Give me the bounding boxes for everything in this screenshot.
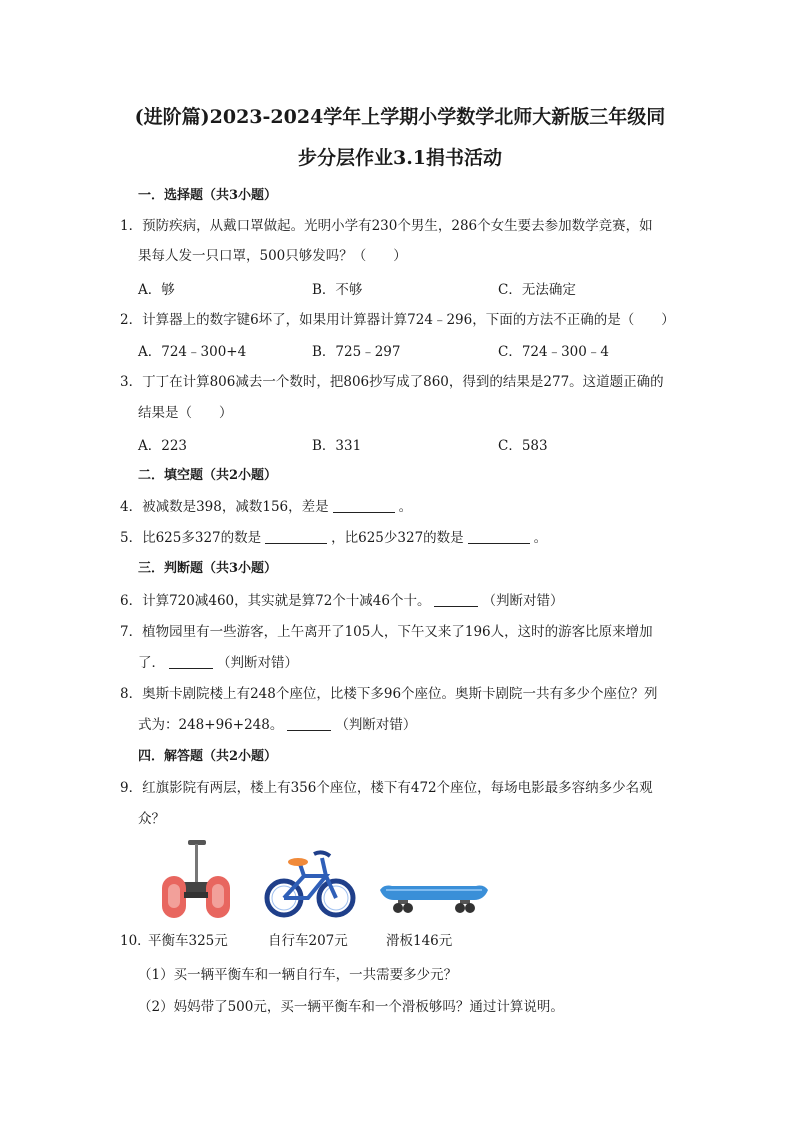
q6 [120,591,563,611]
q3-line1: 3．丁丁在计算806减去一个数时，把806抄写成了860，得到的结果是277。这道题正确的 [120,374,664,390]
q4 [120,497,412,517]
section-judge: 三．判断题（共3小题） [138,561,278,576]
q7-answer-blank[interactable] [169,654,213,669]
q4-end: 。 [398,499,413,515]
q1-line1: 1．预防疾病，从戴口罩做起。光明小学有230个男生，286个女生要去参加数学竞赛，如 [120,218,653,234]
q5-end: 。 [533,530,548,546]
q3-line2: 结果是（ ） [138,405,233,421]
q5-answer-blank-1[interactable] [265,529,327,544]
q9-line1: 9．红旗影院有两层，楼上有356个座位，楼下有472个座位，每场电影最多容纳多少名观 [120,780,653,796]
q1-line2: 果每人发一只口罩，500只够发吗？（ ） [138,248,407,264]
section-answer: 四．解答题（共2小题） [138,749,278,764]
q5-text-mid: ，比625少327的数是 [331,530,464,546]
q8-text: 式为：248+96+248。 [138,717,284,733]
q10-caption-bike: 自行车207元 [268,933,348,949]
q5-text: 5．比625多327的数是 [120,530,262,546]
q7-text: 了． [138,655,165,671]
q10-sub2: （2）妈妈带了500元，买一辆平衡车和一个滑板够吗？通过计算说明。 [138,999,564,1015]
q2-option-b[interactable]: B．725﹣297 [312,344,401,360]
section-choice: 一．选择题（共3小题） [138,188,278,203]
page-title-line1: (进阶篇)2023-2024学年上学期小学数学北师大新版三年级同 [134,106,666,128]
balance-scooter-icon [158,838,234,920]
q1-option-b[interactable]: B．不够 [312,282,363,298]
q3-option-b[interactable]: B．331 [312,438,362,454]
skateboard-icon [376,880,492,916]
q8-line1: 8．奥斯卡剧院楼上有248个座位，比楼下多96个座位。奥斯卡剧院一共有多少个座位？列 [120,686,658,702]
q8-answer-blank[interactable] [287,716,331,731]
q7-line1: 7．植物园里有一些游客，上午离开了105人，下午又来了196人，这时的游客比原来增加 [120,624,653,640]
q10-sub1: （1）买一辆平衡车和一辆自行车，一共需要多少元？ [138,967,458,983]
q6-text: 6．计算720减460，其实就是算72个十减46个十。 [120,593,431,609]
section-fill: 二．填空题（共2小题） [138,468,278,483]
q1-option-c[interactable]: C．无法确定 [498,282,576,298]
q5 [120,528,547,548]
q6-hint: （判断对错） [482,593,564,609]
q4-answer-blank[interactable] [333,498,395,513]
q8-line2 [138,715,416,735]
q3-option-a[interactable]: A．223 [138,438,188,454]
q9-line2: 众？ [138,811,165,827]
q4-text: 4．被减数是398，减数156，差是 [120,499,329,515]
q2-option-c[interactable]: C．724﹣300﹣4 [498,344,609,360]
q8-hint: （判断对错） [335,717,417,733]
q2-option-a[interactable]: A．724﹣300+4 [138,344,247,360]
q6-answer-blank[interactable] [434,592,478,607]
q7-hint: （判断对错） [217,655,298,671]
bicycle-icon [264,846,356,920]
q10-caption-skateboard: 滑板146元 [386,933,453,949]
q3-option-c[interactable]: C．583 [498,438,548,454]
q1-option-a[interactable]: A．够 [138,282,175,298]
q7-line2 [138,653,298,673]
q2-line1: 2．计算器上的数字键6坏了，如果用计算器计算724﹣296，下面的方法不正确的是（ ） [120,312,675,328]
q5-answer-blank-2[interactable] [468,529,530,544]
page-title-line2: 步分层作业3.1捐书活动 [297,147,503,169]
q10-caption-scooter: 平衡车325元 [148,933,228,949]
q10-number: 10． [120,933,151,949]
